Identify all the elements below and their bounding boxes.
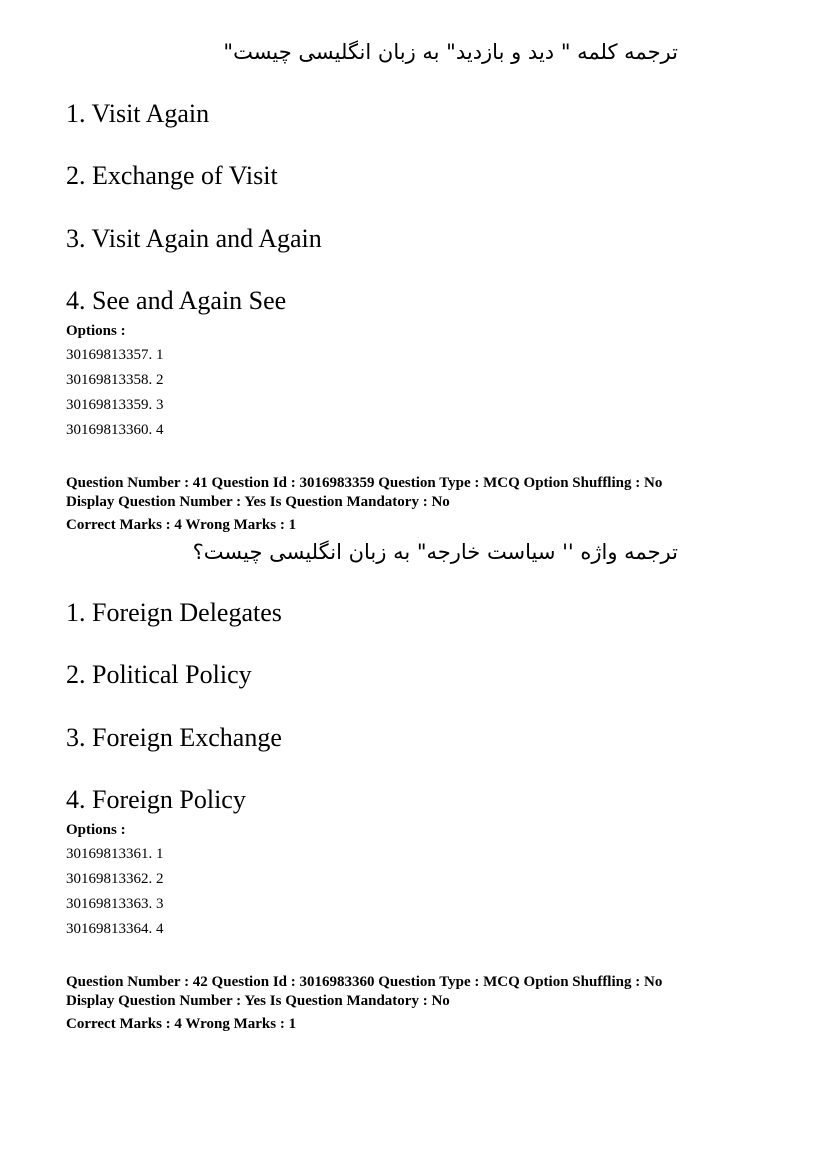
question-meta: Display Question Number : Yes Is Question Mandatory : No (66, 494, 450, 510)
option-id: 30169813362. 2 (66, 871, 164, 887)
choice-2: 2. Political Policy (66, 660, 252, 689)
question-marks: Correct Marks : 4 Wrong Marks : 1 (66, 1016, 297, 1032)
option-id: 30169813358. 2 (66, 372, 164, 388)
option-id: 30169813361. 1 (66, 846, 164, 862)
question-meta: Display Question Number : Yes Is Question Mandatory : No (66, 993, 450, 1009)
question-text: ترجمه کلمه " دید و بازدید" به زبان انگلیسی چیست" (223, 40, 678, 64)
question-text: ترجمه واژه '' سیاست خارجه" به زبان انگلیسی چیست؟ (192, 540, 678, 564)
choice-3: 3. Foreign Exchange (66, 723, 282, 752)
option-id: 30169813363. 3 (66, 896, 164, 912)
option-id: 30169813357. 1 (66, 347, 164, 363)
choice-2: 2. Exchange of Visit (66, 161, 278, 190)
question-meta: Question Number : 42 Question Id : 3016983360 Question Type : MCQ Option Shuffling : No (66, 974, 663, 990)
option-id: 30169813359. 3 (66, 397, 164, 413)
choice-4: 4. Foreign Policy (66, 785, 246, 814)
question-meta: Question Number : 41 Question Id : 3016983359 Question Type : MCQ Option Shuffling : No (66, 475, 663, 491)
choice-4: 4. See and Again See (66, 286, 287, 315)
options-label: Options : (66, 822, 126, 838)
question-marks: Correct Marks : 4 Wrong Marks : 1 (66, 517, 297, 533)
option-id: 30169813364. 4 (66, 921, 164, 937)
choice-3: 3. Visit Again and Again (66, 224, 322, 253)
choice-1: 1. Foreign Delegates (66, 598, 282, 627)
option-id: 30169813360. 4 (66, 422, 164, 438)
choice-1: 1. Visit Again (66, 99, 210, 128)
options-label: Options : (66, 323, 126, 339)
